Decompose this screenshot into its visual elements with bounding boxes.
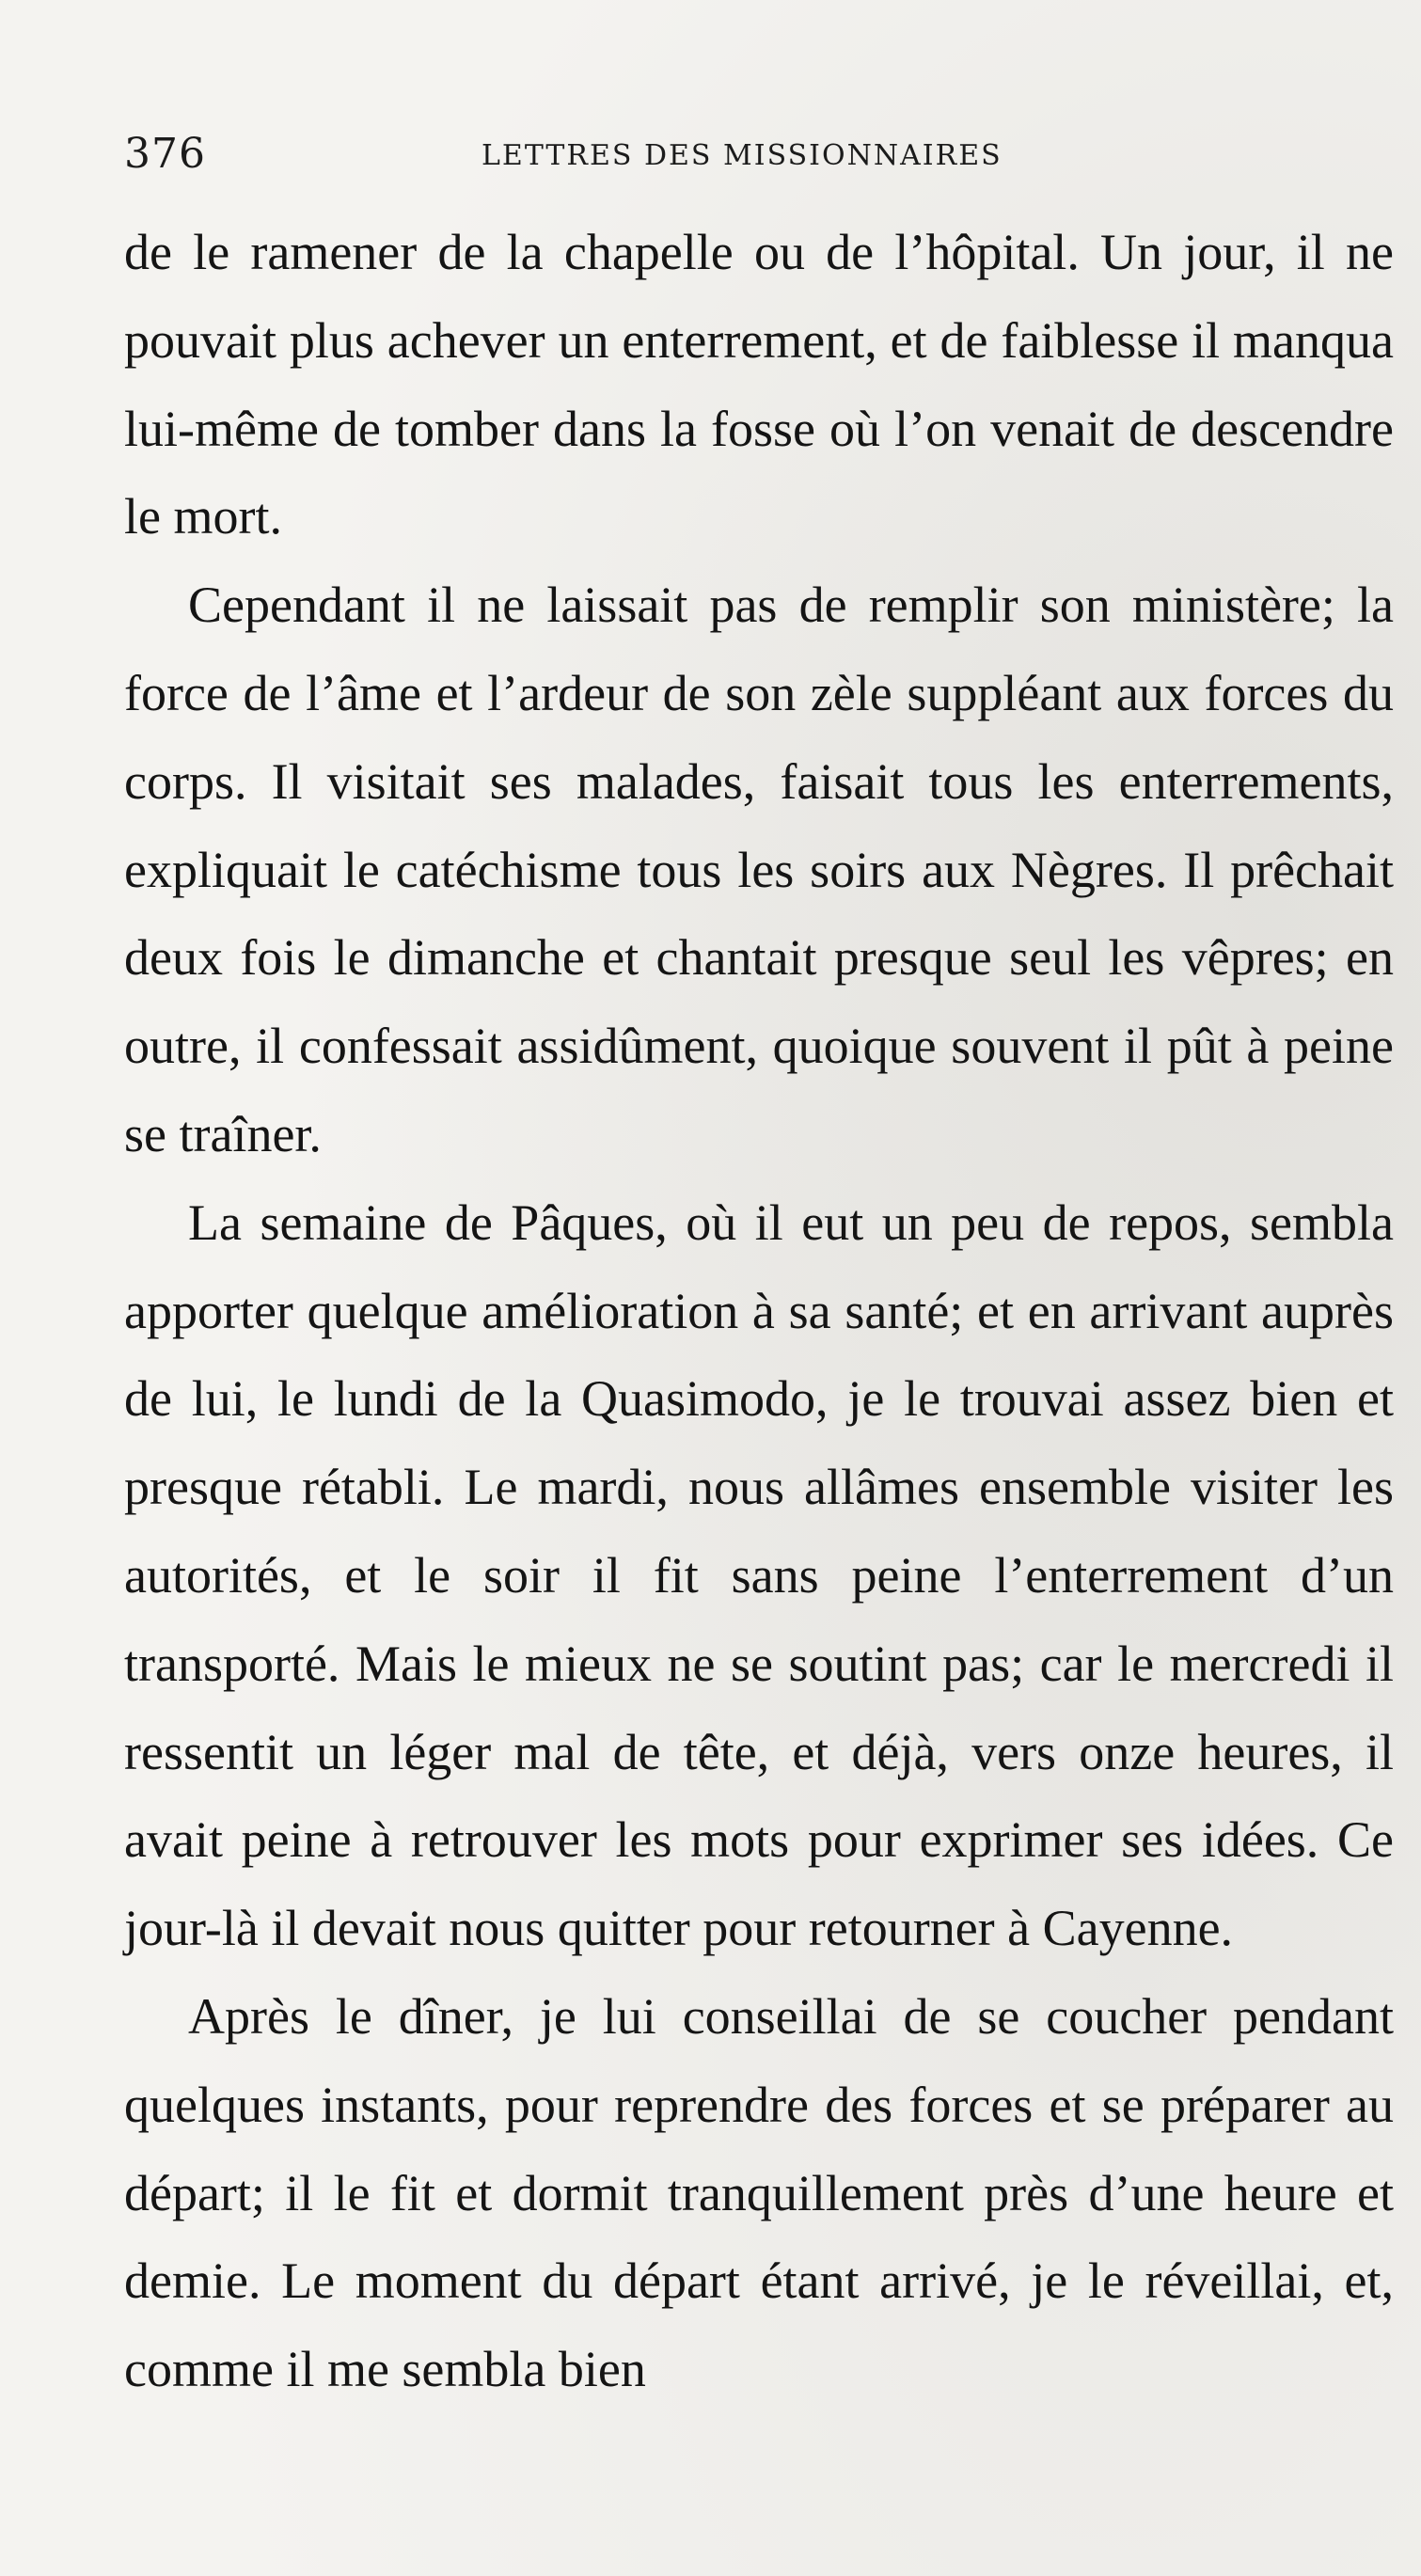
paragraph-1: de le ramener de la chapelle ou de l’hôpital. Un jour, il ne pouvait plus achever un enterrement, et de faiblesse il manqua lui-même de tomber dans la fosse où l’on venait de descendre le mort. <box>124 224 1394 545</box>
paragraph-3: La semaine de Pâques, où il eut un peu de repos, sembla apporter quelque amélioration à sa santé; et en arrivant auprès de lui, le lundi de la Quasimodo, je le trouvai assez bien et presque rétabli. Le mardi, nous allâmes ensemble visiter les autorités, et le soir il fit sans peine l’enterrement d’un transporté. Mais le mieux ne se soutint pas; car le mercredi il ressentit un léger mal de tête, et déjà, vers onze heures, il avait peine à retrouver les mots pour exprimer ses idées. Ce jour-là il devait nous quitter pour retourner à Cayenne. <box>124 1193 1394 1957</box>
page-number: 376 <box>124 130 206 178</box>
paragraph-2: Cependant il ne laissait pas de remplir son ministère; la force de l’âme et l’ardeur de son zèle suppléant aux forces du corps. Il visitait ses malades, faisait tous les enterrements, expliquait le catéchisme tous les soirs aux Nègres. Il prêchait deux fois le dimanche et chantait presque seul les vêpres; en outre, il confessait assidûment, quoique souvent il pût à peine se traîner. <box>124 577 1394 1162</box>
body-text <box>124 209 1394 2414</box>
running-head: LETTRES DES MISSIONNAIRES <box>482 139 1003 172</box>
paragraph-4: Après le dîner, je lui conseillai de se coucher pendant quelques instants, pour reprendre des forces et se préparer au départ; il le fit et dormit tranquillement près d’une heure et demie. Le moment du départ étant arrivé, je le réveillai, et, comme il me sembla bien <box>124 1987 1394 2398</box>
page-header <box>124 124 1392 184</box>
